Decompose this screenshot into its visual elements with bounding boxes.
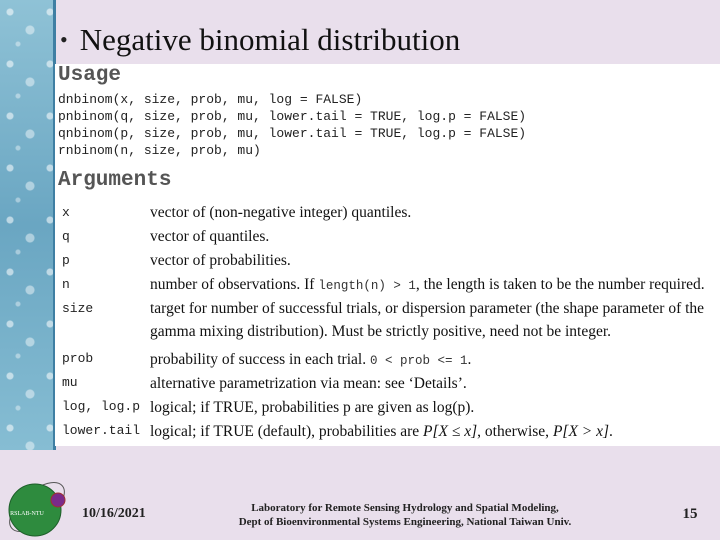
usage-line-dnbinom: dnbinom(x, size, prob, mu, log = FALSE): [58, 92, 363, 107]
arg-desc-lower-tail-math-a: P[X ≤ x]: [423, 423, 478, 440]
arg-desc-lower-tail-text-b: , otherwise,: [477, 423, 553, 440]
arg-name-lower-tail: lower.tail: [62, 423, 141, 438]
rslab-logo-icon: [2, 455, 72, 537]
arg-name-prob: prob: [62, 351, 94, 366]
arg-desc-size-line2: gamma mixing distribution). Must be strictly positive, need not be integer.: [150, 323, 612, 340]
arg-desc-log: logical; if TRUE, probabilities p are given as log(p).: [150, 399, 475, 416]
arg-desc-lower-tail-text-a: logical; if TRUE (default), probabilities are: [150, 423, 424, 440]
arg-desc-n-text-a: number of observations. If: [150, 276, 319, 293]
arg-desc-n-text-b: , the length is taken to be the number required.: [415, 276, 705, 293]
arg-desc-lower-tail: [150, 423, 613, 441]
arg-name-p: p: [62, 253, 70, 268]
arg-desc-mu: alternative parametrization via mean: see ‘Details’.: [150, 375, 467, 392]
usage-line-pnbinom: pnbinom(q, size, prob, mu, lower.tail = TRUE, log.p = FALSE): [58, 109, 527, 124]
slide-date: 10/16/2021: [82, 506, 146, 521]
slide-title-row: [60, 20, 460, 60]
arg-desc-p: vector of probabilities.: [150, 252, 291, 269]
arg-desc-q: vector of quantiles.: [150, 228, 270, 245]
bullet-icon: •: [60, 27, 68, 52]
arg-name-q: q: [62, 229, 70, 244]
logo-text: RSLAB-NTU: [10, 511, 44, 517]
lab-name-line1: Laboratory for Remote Sensing Hydrology and Spatial Modeling,: [251, 502, 559, 514]
arguments-heading: Arguments: [58, 169, 172, 192]
arg-desc-lower-tail-math-b: P[X > x]: [552, 423, 610, 440]
arg-desc-lower-tail-text-c: .: [609, 423, 613, 440]
usage-line-qnbinom: qnbinom(p, size, prob, mu, lower.tail = TRUE, log.p = FALSE): [58, 126, 527, 141]
arg-desc-prob-text-b: .: [467, 351, 472, 368]
arg-desc-n-code: length(n) > 1: [318, 279, 416, 293]
arg-desc-prob-text-a: probability of success in each trial.: [150, 351, 370, 368]
arg-name-log: log, log.p: [62, 399, 141, 414]
usage-heading: Usage: [58, 64, 122, 87]
r-help-panel: [55, 64, 720, 446]
page-number: 15: [682, 506, 698, 522]
arg-desc-prob-code: 0 < prob <= 1: [369, 354, 468, 368]
lab-name-line2: Dept of Bioenvironmental Systems Engineering, National Taiwan Univ.: [238, 516, 572, 528]
arg-name-n: n: [62, 277, 70, 292]
slide-title: Negative binomial distribution: [79, 22, 461, 57]
decorative-sidebar: [0, 0, 53, 450]
arg-name-x: x: [62, 205, 70, 220]
usage-line-rnbinom: rnbinom(n, size, prob, mu): [58, 143, 261, 158]
lab-name: [205, 501, 605, 529]
arg-name-mu: mu: [62, 375, 78, 390]
arg-name-size: size: [62, 301, 94, 316]
arg-desc-prob: [150, 351, 471, 369]
arg-desc-size-line1: target for number of successful trials, or dispersion parameter (the shape parameter of the: [150, 300, 705, 317]
arg-desc-x: vector of (non-negative integer) quantiles.: [150, 204, 412, 221]
arg-desc-n: [150, 276, 705, 294]
